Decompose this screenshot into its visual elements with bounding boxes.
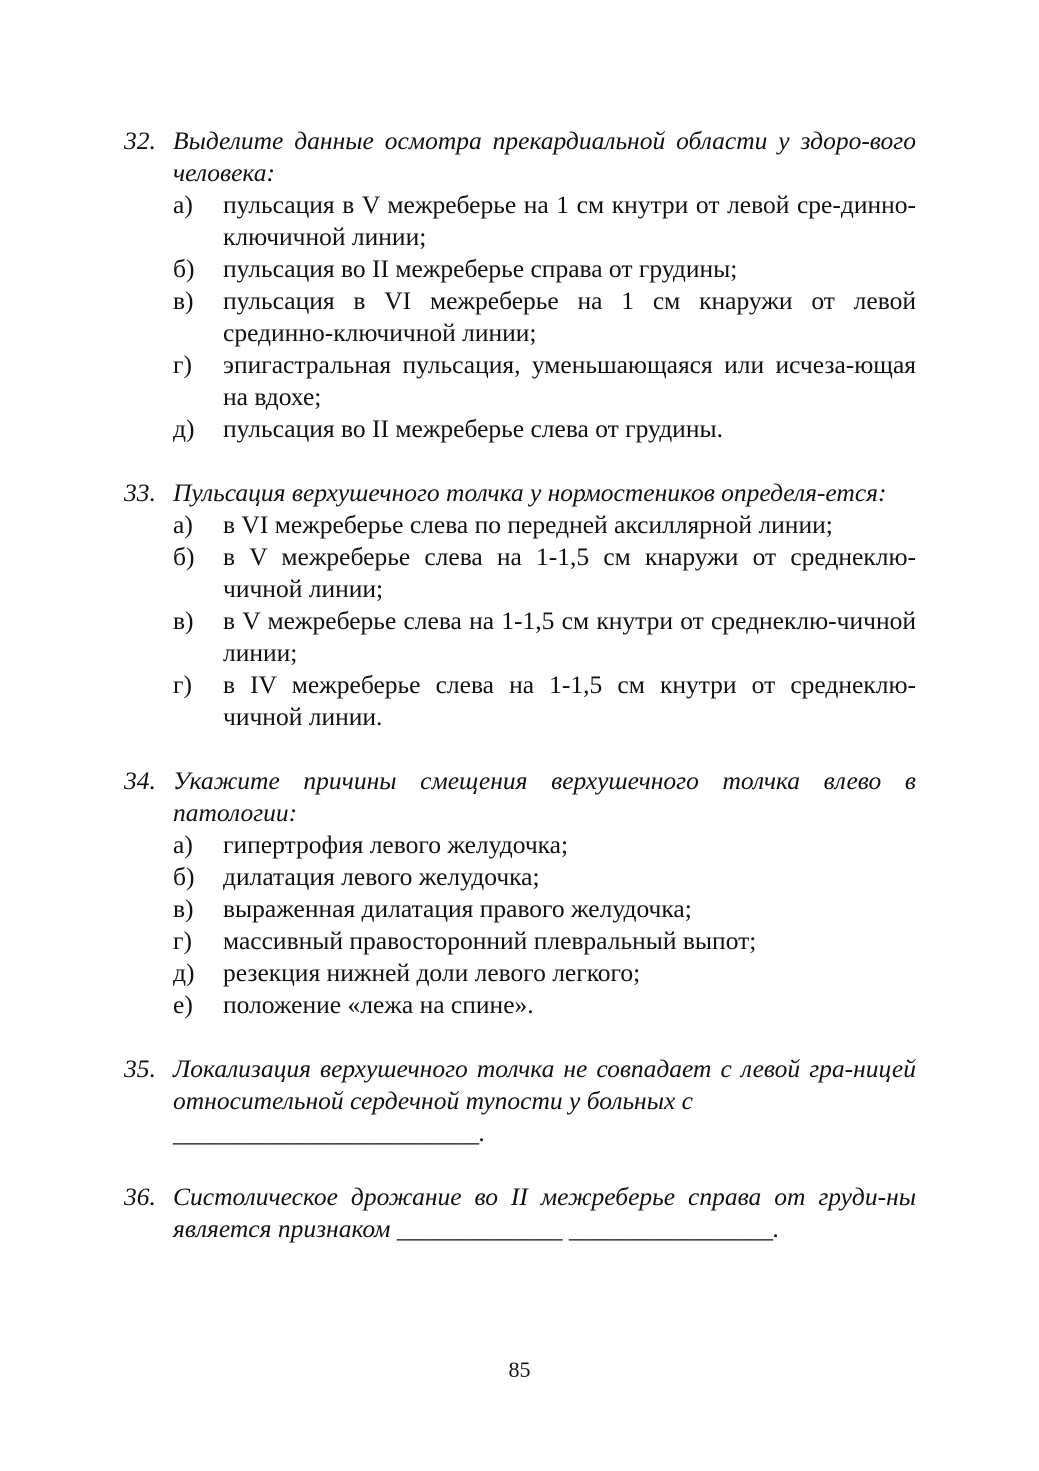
question-number: 33.	[124, 478, 156, 507]
question-33	[124, 477, 916, 733]
option-item	[173, 189, 916, 253]
option-item	[173, 253, 916, 285]
option-letter: д)	[173, 958, 195, 987]
option-text: массивный правосторонний плевральный выпот;	[223, 926, 757, 955]
option-item	[173, 829, 916, 861]
option-letter: д)	[173, 414, 195, 443]
question-number: 32.	[124, 126, 156, 155]
question-text: Укажите причины смещения верхушечного толчка влево в патологии:	[173, 766, 916, 827]
option-item	[173, 957, 916, 989]
option-letter: б)	[173, 254, 195, 283]
option-text: пульсация во II межреберье слева от грудины.	[223, 414, 723, 443]
option-letter: б)	[173, 542, 195, 571]
page-content	[124, 125, 916, 1245]
option-letter: а)	[173, 830, 193, 859]
options-list	[124, 509, 916, 733]
option-text: эпигастральная пульсация, уменьшающаяся или исчеза-ющая на вдохе;	[223, 350, 916, 411]
option-letter: в)	[173, 286, 194, 315]
option-item	[173, 925, 916, 957]
option-text: пульсация в V межреберье на 1 см кнутри от левой сре-динно-ключичной линии;	[223, 190, 916, 251]
option-item	[173, 509, 916, 541]
option-letter: е)	[173, 990, 193, 1019]
question-header	[124, 765, 916, 829]
option-text: пульсация во II межреберье справа от грудины;	[223, 254, 738, 283]
option-letter: г)	[173, 670, 192, 699]
option-item	[173, 541, 916, 605]
option-text: резекция нижней доли левого легкого;	[223, 958, 641, 987]
option-text: положение «лежа на спине».	[223, 990, 534, 1019]
option-letter: г)	[173, 926, 192, 955]
option-text: в IV межреберье слева на 1-1,5 см кнутри от среднеклю-чичной линии.	[223, 670, 916, 731]
option-letter: г)	[173, 350, 192, 379]
option-item	[173, 989, 916, 1021]
option-text: гипертрофия левого желудочка;	[223, 830, 569, 859]
option-item	[173, 893, 916, 925]
question-header	[124, 1053, 916, 1117]
question-35	[124, 1053, 916, 1149]
option-letter: б)	[173, 862, 195, 891]
question-text: Систолическое дрожание во II межреберье справа от груди-ны является признаком _____________ ________________.	[173, 1182, 916, 1243]
question-text: Выделите данные осмотра прекардиальной области у здоро-вого человека:	[173, 126, 916, 187]
option-text: дилатация левого желудочка;	[223, 862, 540, 891]
answer-blank: ________________________.	[173, 1118, 486, 1147]
question-text: Локализация верхушечного толчка не совпадает с левой гра-ницей относительной сердечной тупости у больных с	[173, 1054, 916, 1115]
question-number: 34.	[124, 766, 156, 795]
question-number: 35.	[124, 1054, 156, 1083]
options-list	[124, 829, 916, 1021]
option-letter: в)	[173, 606, 194, 635]
question-header	[124, 477, 916, 509]
option-text: пульсация в VI межреберье на 1 см кнаружи от левой срединно-ключичной линии;	[223, 286, 916, 347]
option-item	[173, 861, 916, 893]
question-32	[124, 125, 916, 445]
option-letter: в)	[173, 894, 194, 923]
question-36	[124, 1181, 916, 1245]
question-text: Пульсация верхушечного толчка у нормостеников определя-ется:	[173, 478, 887, 507]
option-letter: а)	[173, 190, 193, 219]
option-item	[173, 285, 916, 349]
option-item	[173, 413, 916, 445]
option-text: в V межреберье слева на 1-1,5 см кнутри от среднеклю-чичной линии;	[223, 606, 916, 667]
option-text: в VI межреберье слева по передней аксиллярной линии;	[223, 510, 833, 539]
question-34	[124, 765, 916, 1021]
option-item	[173, 605, 916, 669]
page-number: 85	[508, 1357, 531, 1382]
option-item	[173, 669, 916, 733]
option-letter: а)	[173, 510, 193, 539]
option-item	[173, 349, 916, 413]
question-header	[124, 1181, 916, 1245]
question-number: 36.	[124, 1182, 156, 1211]
options-list	[124, 189, 916, 445]
question-header	[124, 125, 916, 189]
option-text: в V межреберье слева на 1-1,5 см кнаружи от среднеклю-чичной линии;	[223, 542, 916, 603]
option-text: выраженная дилатация правого желудочка;	[223, 894, 692, 923]
